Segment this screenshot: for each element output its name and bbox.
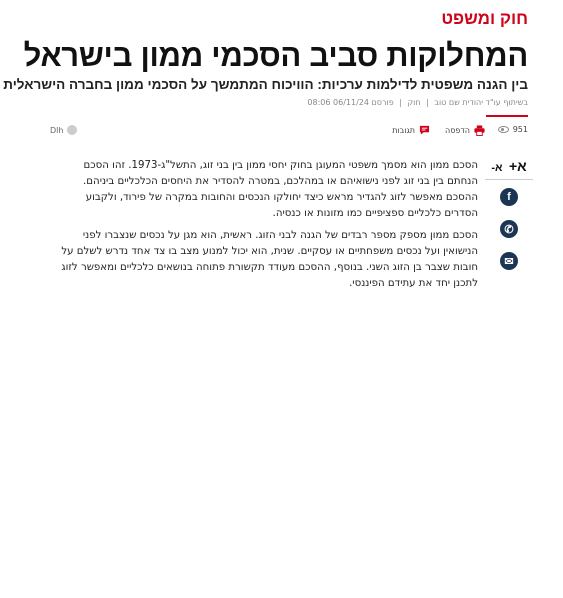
byline-separator: | [399,98,402,107]
accent-divider [486,115,528,117]
byline-author[interactable]: בשיתוף עו"ד יהודית שם טוב [434,98,528,107]
article-paragraph: הסכם ממון הוא מסמך משפטי המעוגן בחוק יחסי ממון בין בני זוג, התשל"ג-1973. זהו הסכם הנחתם בין בני זוג לפני נישואיהם או במהלכם, במטרה להסדיר את היחסים הכלכליים ביניהם. ההסכם מאפשר לזוג להגדיר מראש כיצד יחולקו הנכסים והחובות במקרה של פירוד, ולקבוע הסדרים כלכליים ספציפיים כמו מזונות או כנסיה. [83,160,478,219]
whatsapp-share-button[interactable] [500,220,518,238]
whatsapp-icon: ✆ [504,223,514,236]
premium-label: Dlh [50,125,64,135]
article-toolbar [50,125,528,141]
font-increase-button[interactable]: א+ [508,158,527,174]
comment-icon [419,125,430,135]
email-icon: ✉ [504,255,514,268]
byline-published: פורסם 06/11/24 08:06 [307,98,394,107]
font-size-controls [485,158,533,176]
comments-button[interactable] [392,125,430,135]
premium-toggle[interactable] [50,125,77,135]
category-label[interactable]: חוק ומשפט [441,9,528,28]
print-label: הדפסה [444,126,470,135]
views-counter [498,125,528,134]
font-decrease-button[interactable]: א- [491,162,503,174]
printer-icon [474,125,485,136]
byline-section[interactable]: חוק [407,98,421,107]
toggle-dot-icon [67,125,77,135]
article-body [53,158,478,298]
facebook-share-button[interactable] [500,188,518,206]
share-sidebar [485,158,533,284]
sidebar-divider [485,179,533,180]
eye-icon [498,126,509,133]
print-button[interactable] [445,125,485,136]
views-count: 951 [512,125,528,134]
article-subheadline: בין הגנה משפטית לדילמות ערכיות: הוויכוח המתמשך על הסכמי ממון בחברה הישראלית [3,77,528,92]
article-headline: המחלוקות סביב הסכמי ממון בישראל [23,38,528,73]
comments-label: תגובות [392,125,415,135]
article-paragraph: הסכם ממון מספק מספר רבדים של הגנה לבני הזוג. ראשית, הוא מגן על נכסים שנצברו לפני הנישואין ועל נכסים משפחתיים או עסקיים. שנית, הוא יכול למנוע מצב בו צד אחד נדרש לשלם על חובות שצבר בן הזוג השני. בנוסף, ההסכם מעודד תקשורת פתוחה בנושאים כלכליים ומאפשר לזוג לתכנן יחד את עתידם הפיננסי. [61,230,478,289]
byline-separator: | [426,98,429,107]
facebook-icon: f [507,191,511,203]
email-share-button[interactable] [500,252,518,270]
byline [304,98,528,107]
